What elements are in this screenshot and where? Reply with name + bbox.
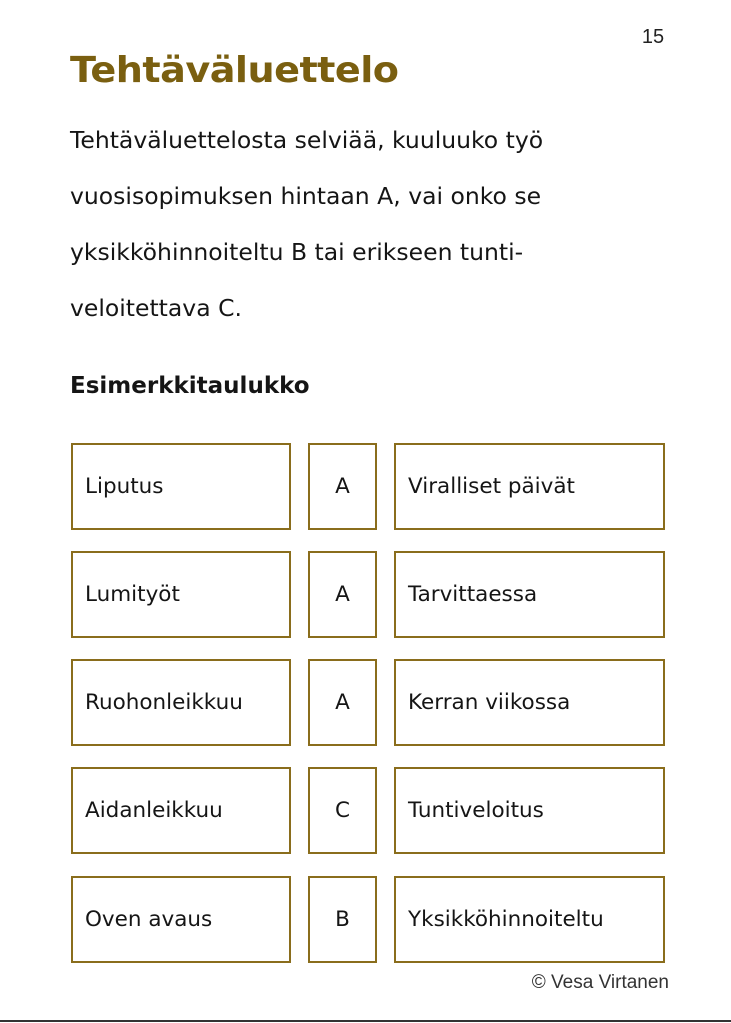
code-cell: C <box>308 767 377 854</box>
task-cell: Ruohonleikkuu <box>71 659 291 746</box>
note-cell: Yksikköhinnoiteltu <box>394 876 665 963</box>
code-cell: A <box>308 443 377 530</box>
task-cell: Lumityöt <box>71 551 291 638</box>
example-table-heading: Esimerkkitaulukko <box>70 373 310 399</box>
bottom-divider <box>0 1020 731 1022</box>
intro-line: yksikköhinnoiteltu B tai erikseen tunti- <box>70 238 524 266</box>
code-cell: A <box>308 551 377 638</box>
task-cell: Oven avaus <box>71 876 291 963</box>
table-row <box>71 443 665 530</box>
page-number: 15 <box>641 26 665 48</box>
copyright-notice: © Vesa Virtanen <box>531 972 669 993</box>
note-cell: Tuntiveloitus <box>394 767 665 854</box>
task-cell: Liputus <box>71 443 291 530</box>
code-cell: B <box>308 876 377 963</box>
code-cell: A <box>308 659 377 746</box>
table-row <box>71 659 665 746</box>
table-row <box>71 767 665 854</box>
table-row <box>71 876 665 963</box>
note-cell: Kerran viikossa <box>394 659 665 746</box>
note-cell: Viralliset päivät <box>394 443 665 530</box>
note-cell: Tarvittaessa <box>394 551 665 638</box>
task-cell: Aidanleikkuu <box>71 767 291 854</box>
page-title: Tehtäväluettelo <box>70 50 399 91</box>
intro-paragraph <box>70 112 670 336</box>
table-row <box>71 551 665 638</box>
intro-line: Tehtäväluettelosta selviää, kuuluuko työ <box>70 126 544 154</box>
intro-line: vuosisopimuksen hintaan A, vai onko se <box>70 182 542 210</box>
intro-line: veloitettava C. <box>70 294 242 322</box>
